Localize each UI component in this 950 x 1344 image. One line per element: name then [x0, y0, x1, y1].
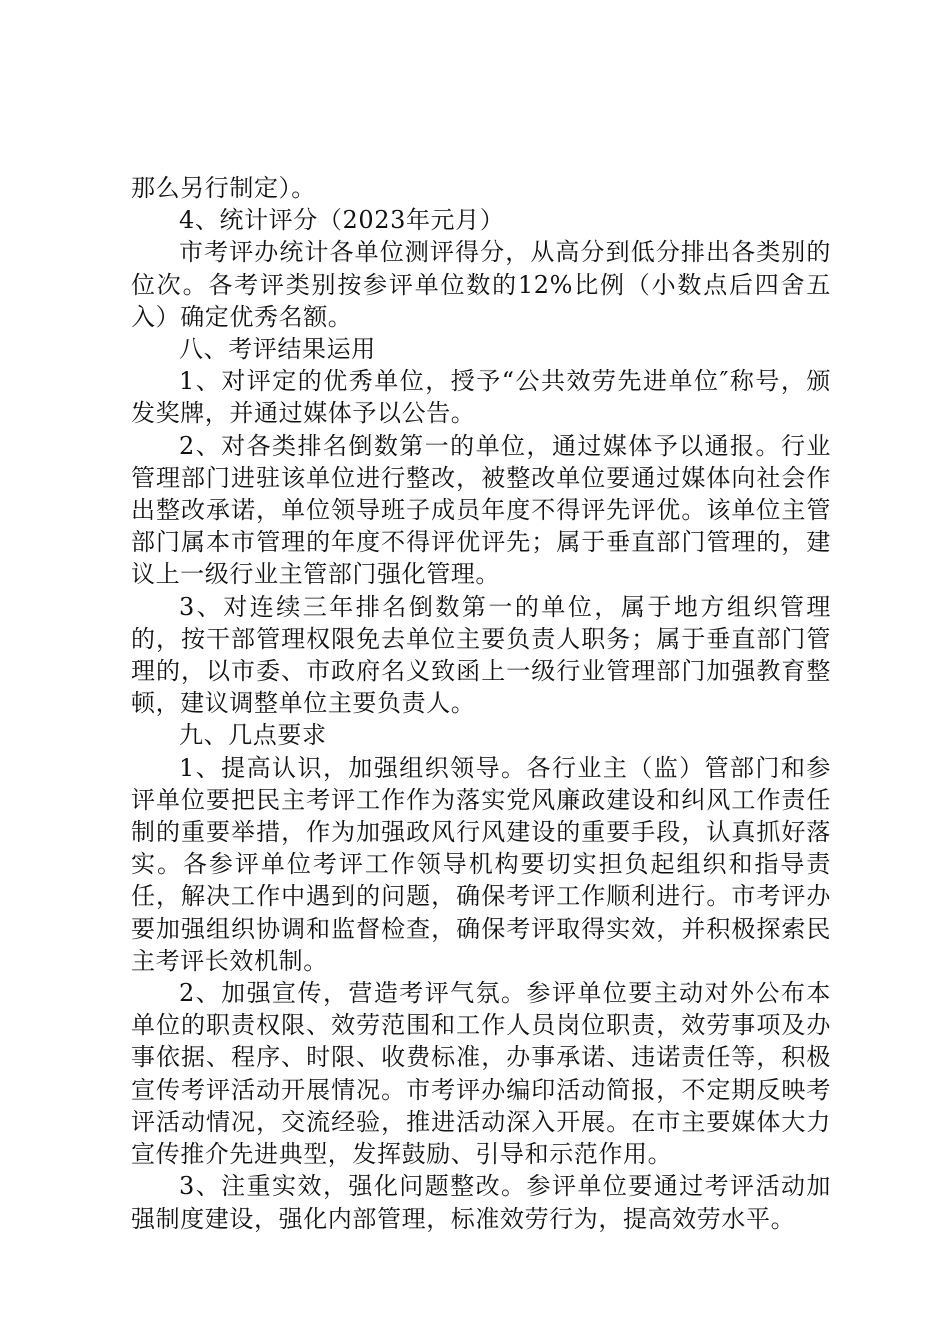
paragraph-result-3: 3、对连续三年排名倒数第一的单位，属于地方组织管理的，按干部管理权限免去单位主要负责人职务；属于垂直部门管理的，以市委、市政府名义致函上一级行业管理部门加强教育整顿，建议调整单位主要负责人。 — [131, 592, 831, 718]
paragraph-result-1: 1、对评定的优秀单位，授予“公共效劳先进单位″称号，颁发奖牌，并通过媒体予以公告。 — [131, 367, 831, 428]
paragraph-statistics: 市考评办统计各单位测评得分，从高分到低分排出各类别的位次。各考评类别按参评单位数的12%比例（小数点后四舍五入）确定优秀名额。 — [131, 238, 831, 331]
paragraph-requirement-3: 3、注重实效，强化问题整改。参评单位要通过考评活动加强制度建设，强化内部管理，标准效劳行为，提高效劳水平。 — [131, 1172, 831, 1233]
paragraph-result-2: 2、对各类排名倒数第一的单位，通过媒体予以通报。行业管理部门进驻该单位进行整改，被整改单位要通过媒体向社会作出整改承诺，单位领导班子成员年度不得评先评优。该单位主管部门属本市管理的年度不得评优评先；属于垂直部门管理的，建议上一级行业主管部门强化管理。 — [131, 431, 831, 589]
paragraph-continuation: 那么另行制定）。 — [131, 174, 316, 202]
section-heading-statistics: 4、统计评分（2023年元月） — [179, 206, 505, 235]
section-heading-results: 八、考评结果运用 — [179, 335, 376, 364]
document-body — [131, 172, 831, 1235]
paragraph-requirement-2: 2、加强宣传，营造考评气氛。参评单位要主动对外公布本单位的职责权限、效劳范围和工作人员岗位职责，效劳事项及办事依据、程序、时限、收费标准，办事承诺、违诺责任等，积极宣传考评活动开展情况。市考评办编印活动简报，不定期反映考评活动情况，交流经验，推进活动深入开展。在市主要媒体大力宣传推介先进典型，发挥鼓励、引导和示范作用。 — [131, 979, 831, 1169]
paragraph-requirement-1: 1、提高认识，加强组织领导。各行业主（监）管部门和参评单位要把民主考评工作作为落实党风廉政建设和纠风工作责任制的重要举措，作为加强政风行风建设的重要手段，认真抓好落实。各参评单位考评工作领导机构要切实担负起组织和指导责任，解决工作中遇到的问题，确保考评工作顺利进行。市考评办要加强组织协调和监督检查，确保考评取得实效，并积极探索民主考评长效机制。 — [131, 753, 831, 975]
section-heading-requirements: 九、几点要求 — [179, 721, 327, 750]
